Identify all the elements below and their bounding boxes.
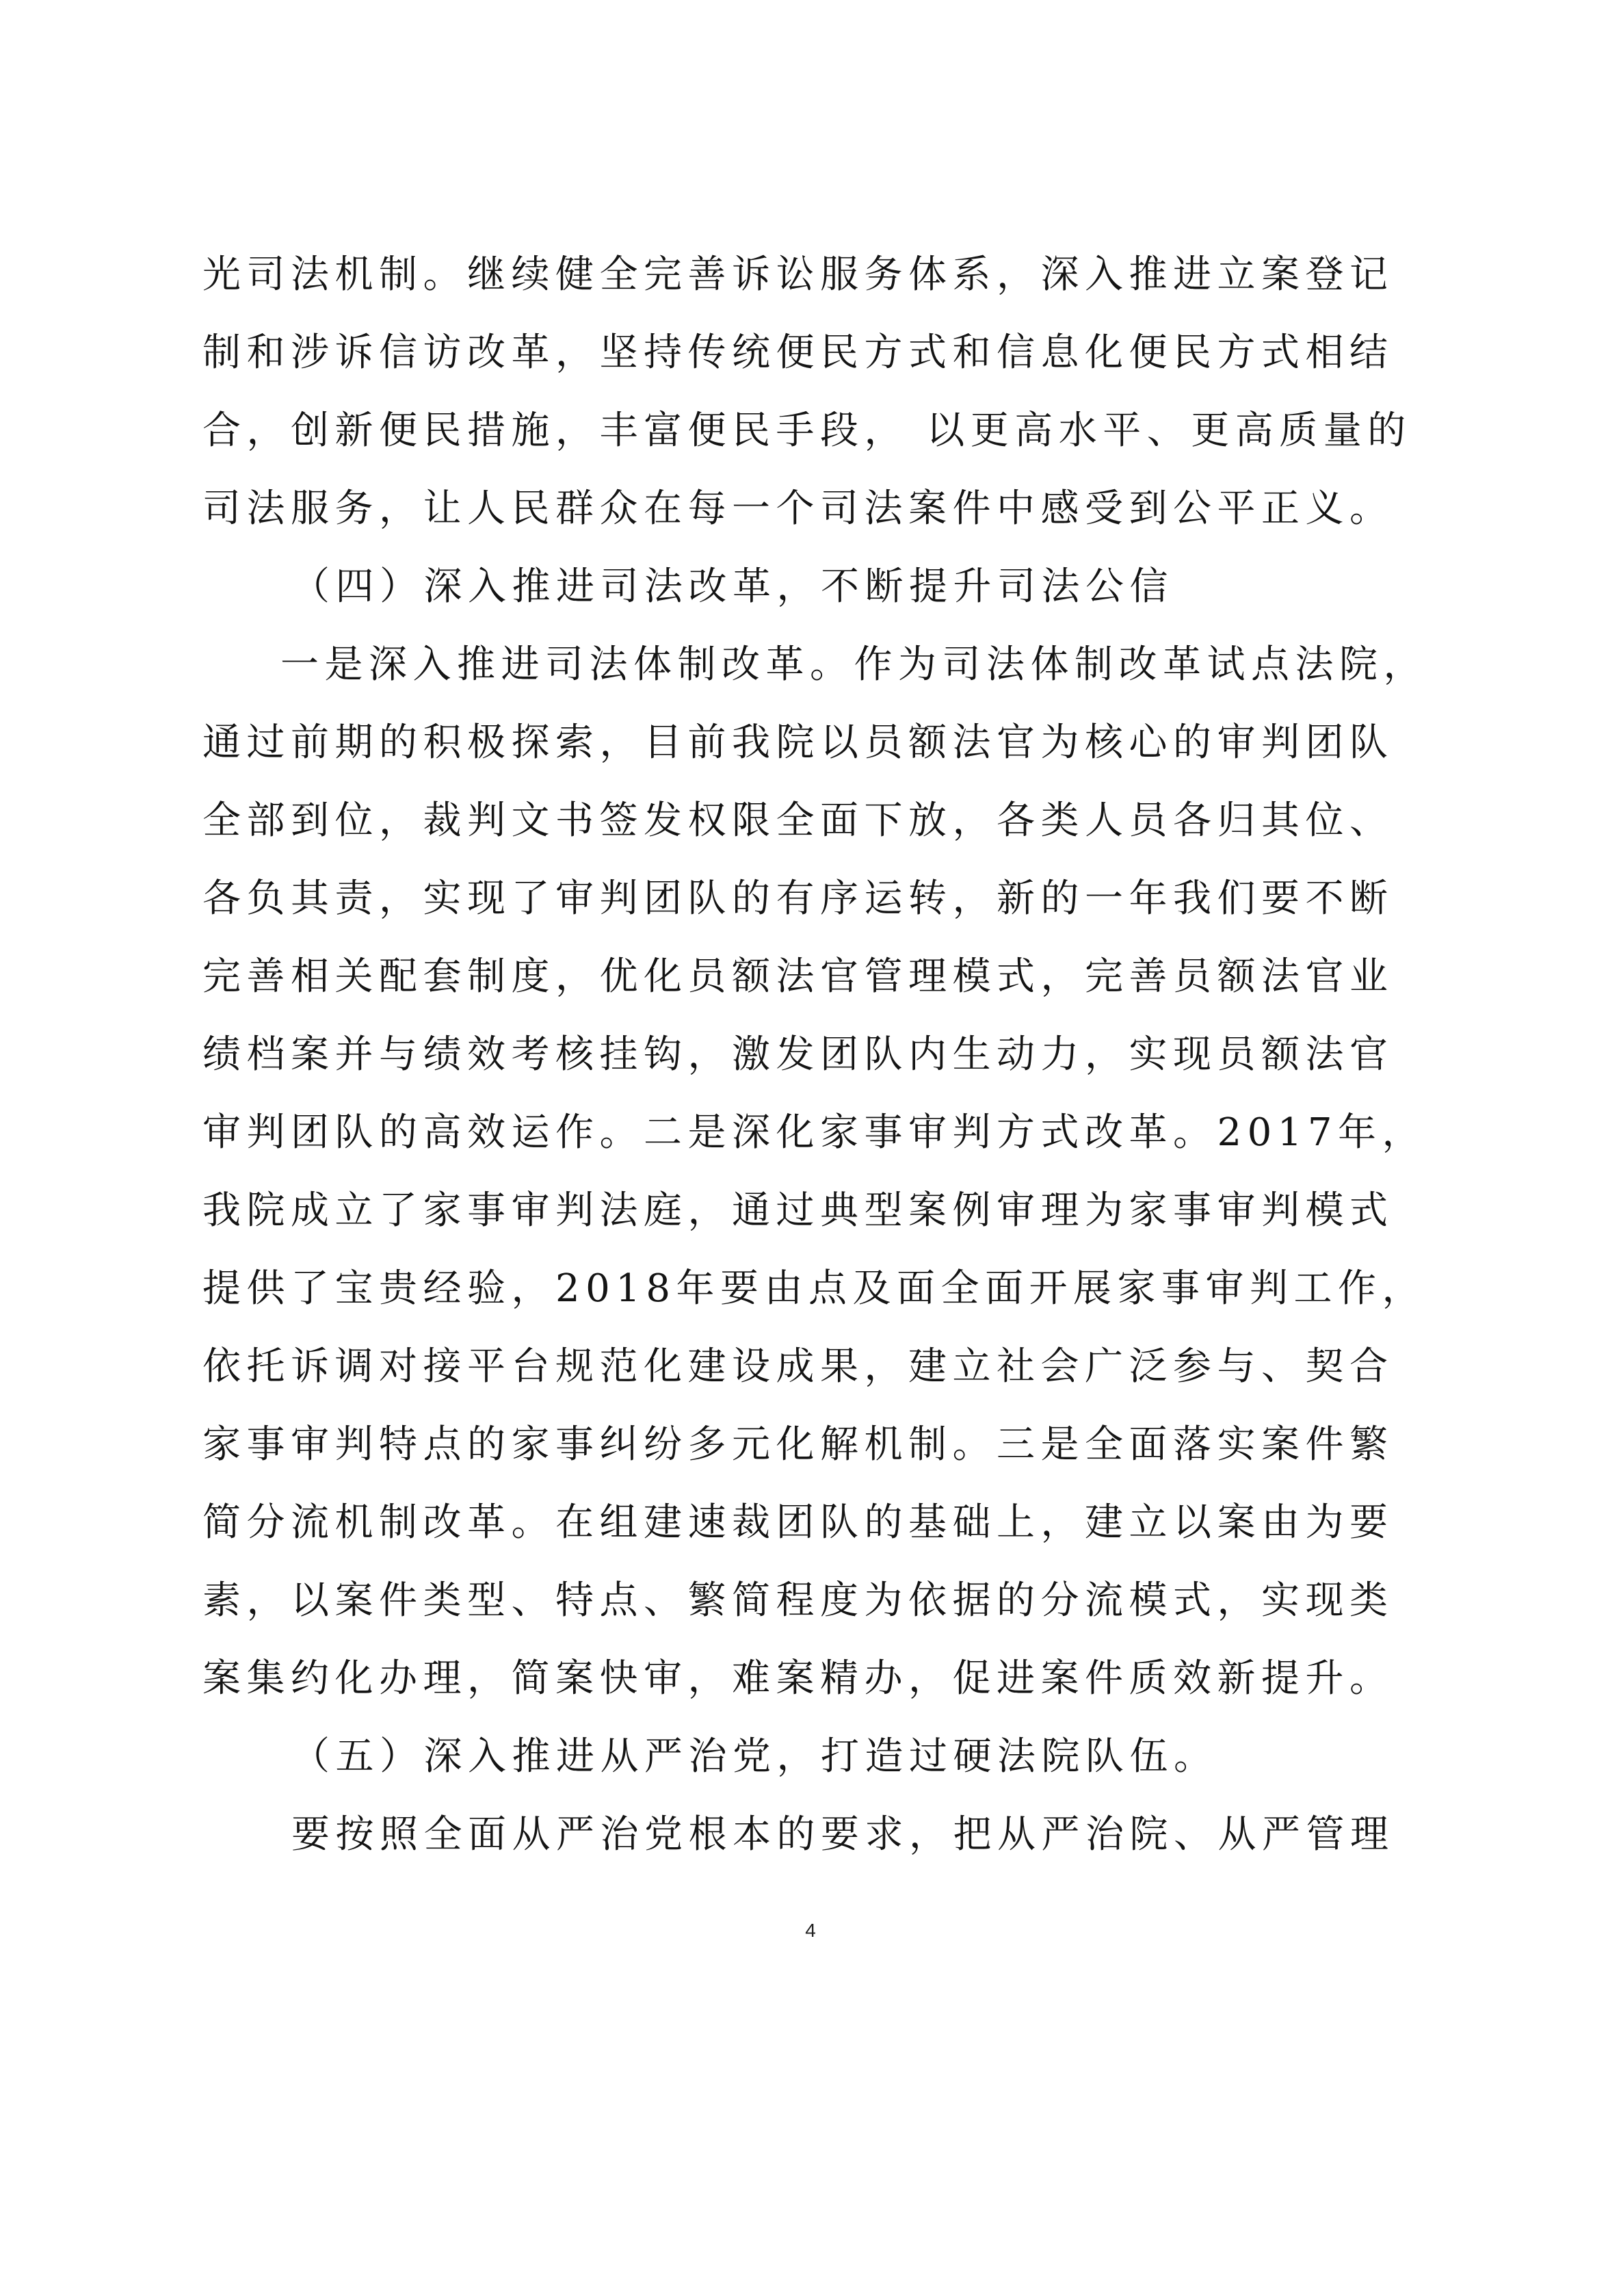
body-line: 制和涉诉信访改革，坚持传统便民方式和信息化便民方式相结 (202, 330, 1394, 375)
body-line: 依托诉调对接平台规范化建设成果，建立社会广泛参与、契合 (202, 1344, 1394, 1389)
body-line: 简分流机制改革。在组建速裁团队的基础上，建立以案由为要 (202, 1500, 1394, 1545)
body-line: 司法服务，让人民群众在每一个司法案件中感受到公平正义。 (202, 486, 1394, 531)
body-line: 绩档案并与绩效考核挂钩，激发团队内生动力，实现员额法官 (202, 1032, 1394, 1077)
body-line: 通过前期的积极探索，目前我院以员额法官为核心的审判团队 (202, 720, 1394, 765)
body-line: 审判团队的高效运作。二是深化家事审判方式改革。2017年， (202, 1110, 1427, 1155)
body-line: 素，以案件类型、特点、繁简程度为依据的分流模式，实现类 (202, 1578, 1394, 1623)
body-line: 完善相关配套制度，优化员额法官管理模式，完善员额法官业 (202, 954, 1394, 999)
body-line: 合，创新便民措施，丰富便民手段， 以更高水平、更高质量的 (202, 408, 1412, 453)
page-number: 4 (805, 1920, 816, 1941)
body-line: 提供了宝贵经验，2018年要由点及面全面开展家事审判工作， (202, 1266, 1427, 1311)
body-line: 各负其责，实现了审判团队的有序运转，新的一年我们要不断 (202, 876, 1394, 921)
section-heading: （四）深入推进司法改革，不断提升司法公信 (291, 564, 1174, 609)
body-line: 我院成立了家事审判法庭，通过典型案例审理为家事审判模式 (202, 1188, 1394, 1233)
section-heading: （五）深入推进从严治党，打造过硬法院队伍。 (291, 1734, 1218, 1779)
body-line: 全部到位，裁判文书签发权限全面下放，各类人员各归其位、 (202, 798, 1394, 843)
body-line: 案集约化办理，简案快审，难案精办，促进案件质效新提升。 (202, 1656, 1394, 1701)
body-line: 光司法机制。继续健全完善诉讼服务体系，深入推进立案登记 (202, 252, 1394, 297)
body-line: 一是深入推进司法体制改革。作为司法体制改革试点法院， (280, 642, 1427, 687)
body-line: 家事审判特点的家事纠纷多元化解机制。三是全面落实案件繁 (202, 1422, 1394, 1467)
body-line: 要按照全面从严治党根本的要求，把从严治院、从严管理 (291, 1812, 1395, 1857)
